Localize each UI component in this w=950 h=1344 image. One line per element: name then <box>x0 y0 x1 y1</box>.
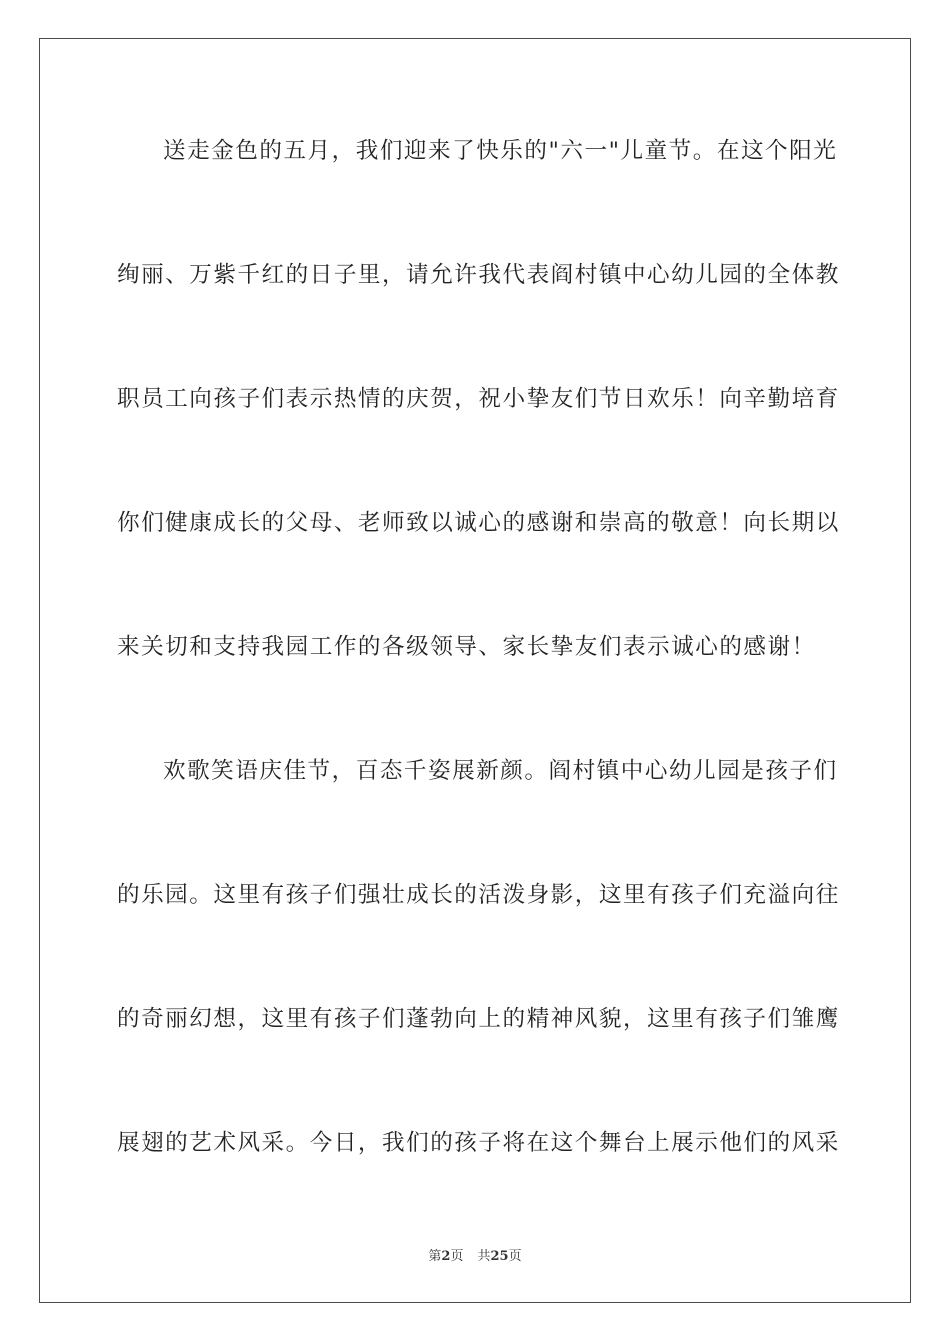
page-prefix: 第 <box>428 1249 442 1264</box>
total-pages: 25 <box>490 1249 509 1264</box>
paragraph-2-line-3: 的奇丽幻想，这里有孩子们蓬勃向上的精神风貌，这里有孩子们雏鹰 <box>117 1006 840 1032</box>
page-number: 2 <box>441 1249 451 1264</box>
paragraph-1-line-1: 送走金色的五月，我们迎来了快乐的"六一"儿童节。在这个阳光 <box>163 138 838 164</box>
page-footer <box>0 1248 950 1266</box>
paragraph-2-line-2: 的乐园。这里有孩子们强壮成长的活泼身影，这里有孩子们充溢向往 <box>117 882 840 908</box>
page-suffix: 页 <box>450 1249 464 1264</box>
paragraph-1-line-4: 你们健康成长的父母、老师致以诚心的感谢和崇高的敬意！向长期以 <box>117 510 840 536</box>
paragraph-2-line-4: 展翅的艺术风采。今日，我们的孩子将在这个舞台上展示他们的风采 <box>117 1130 840 1156</box>
paragraph-2-line-1: 欢歌笑语庆佳节，百态千姿展新颜。阎村镇中心幼儿园是孩子们 <box>163 758 838 784</box>
paragraph-1-line-3: 职员工向孩子们表示热情的庆贺，祝小挚友们节日欢乐！向辛勤培育 <box>117 386 840 412</box>
paragraph-1-line-5: 来关切和支持我园工作的各级领导、家长挚友们表示诚心的感谢！ <box>117 634 816 660</box>
total-suffix: 页 <box>508 1249 522 1264</box>
page-border <box>39 38 911 1303</box>
paragraph-1-line-2: 绚丽、万紫千红的日子里，请允许我代表阎村镇中心幼儿园的全体教 <box>117 262 840 288</box>
total-prefix: 共 <box>477 1249 491 1264</box>
